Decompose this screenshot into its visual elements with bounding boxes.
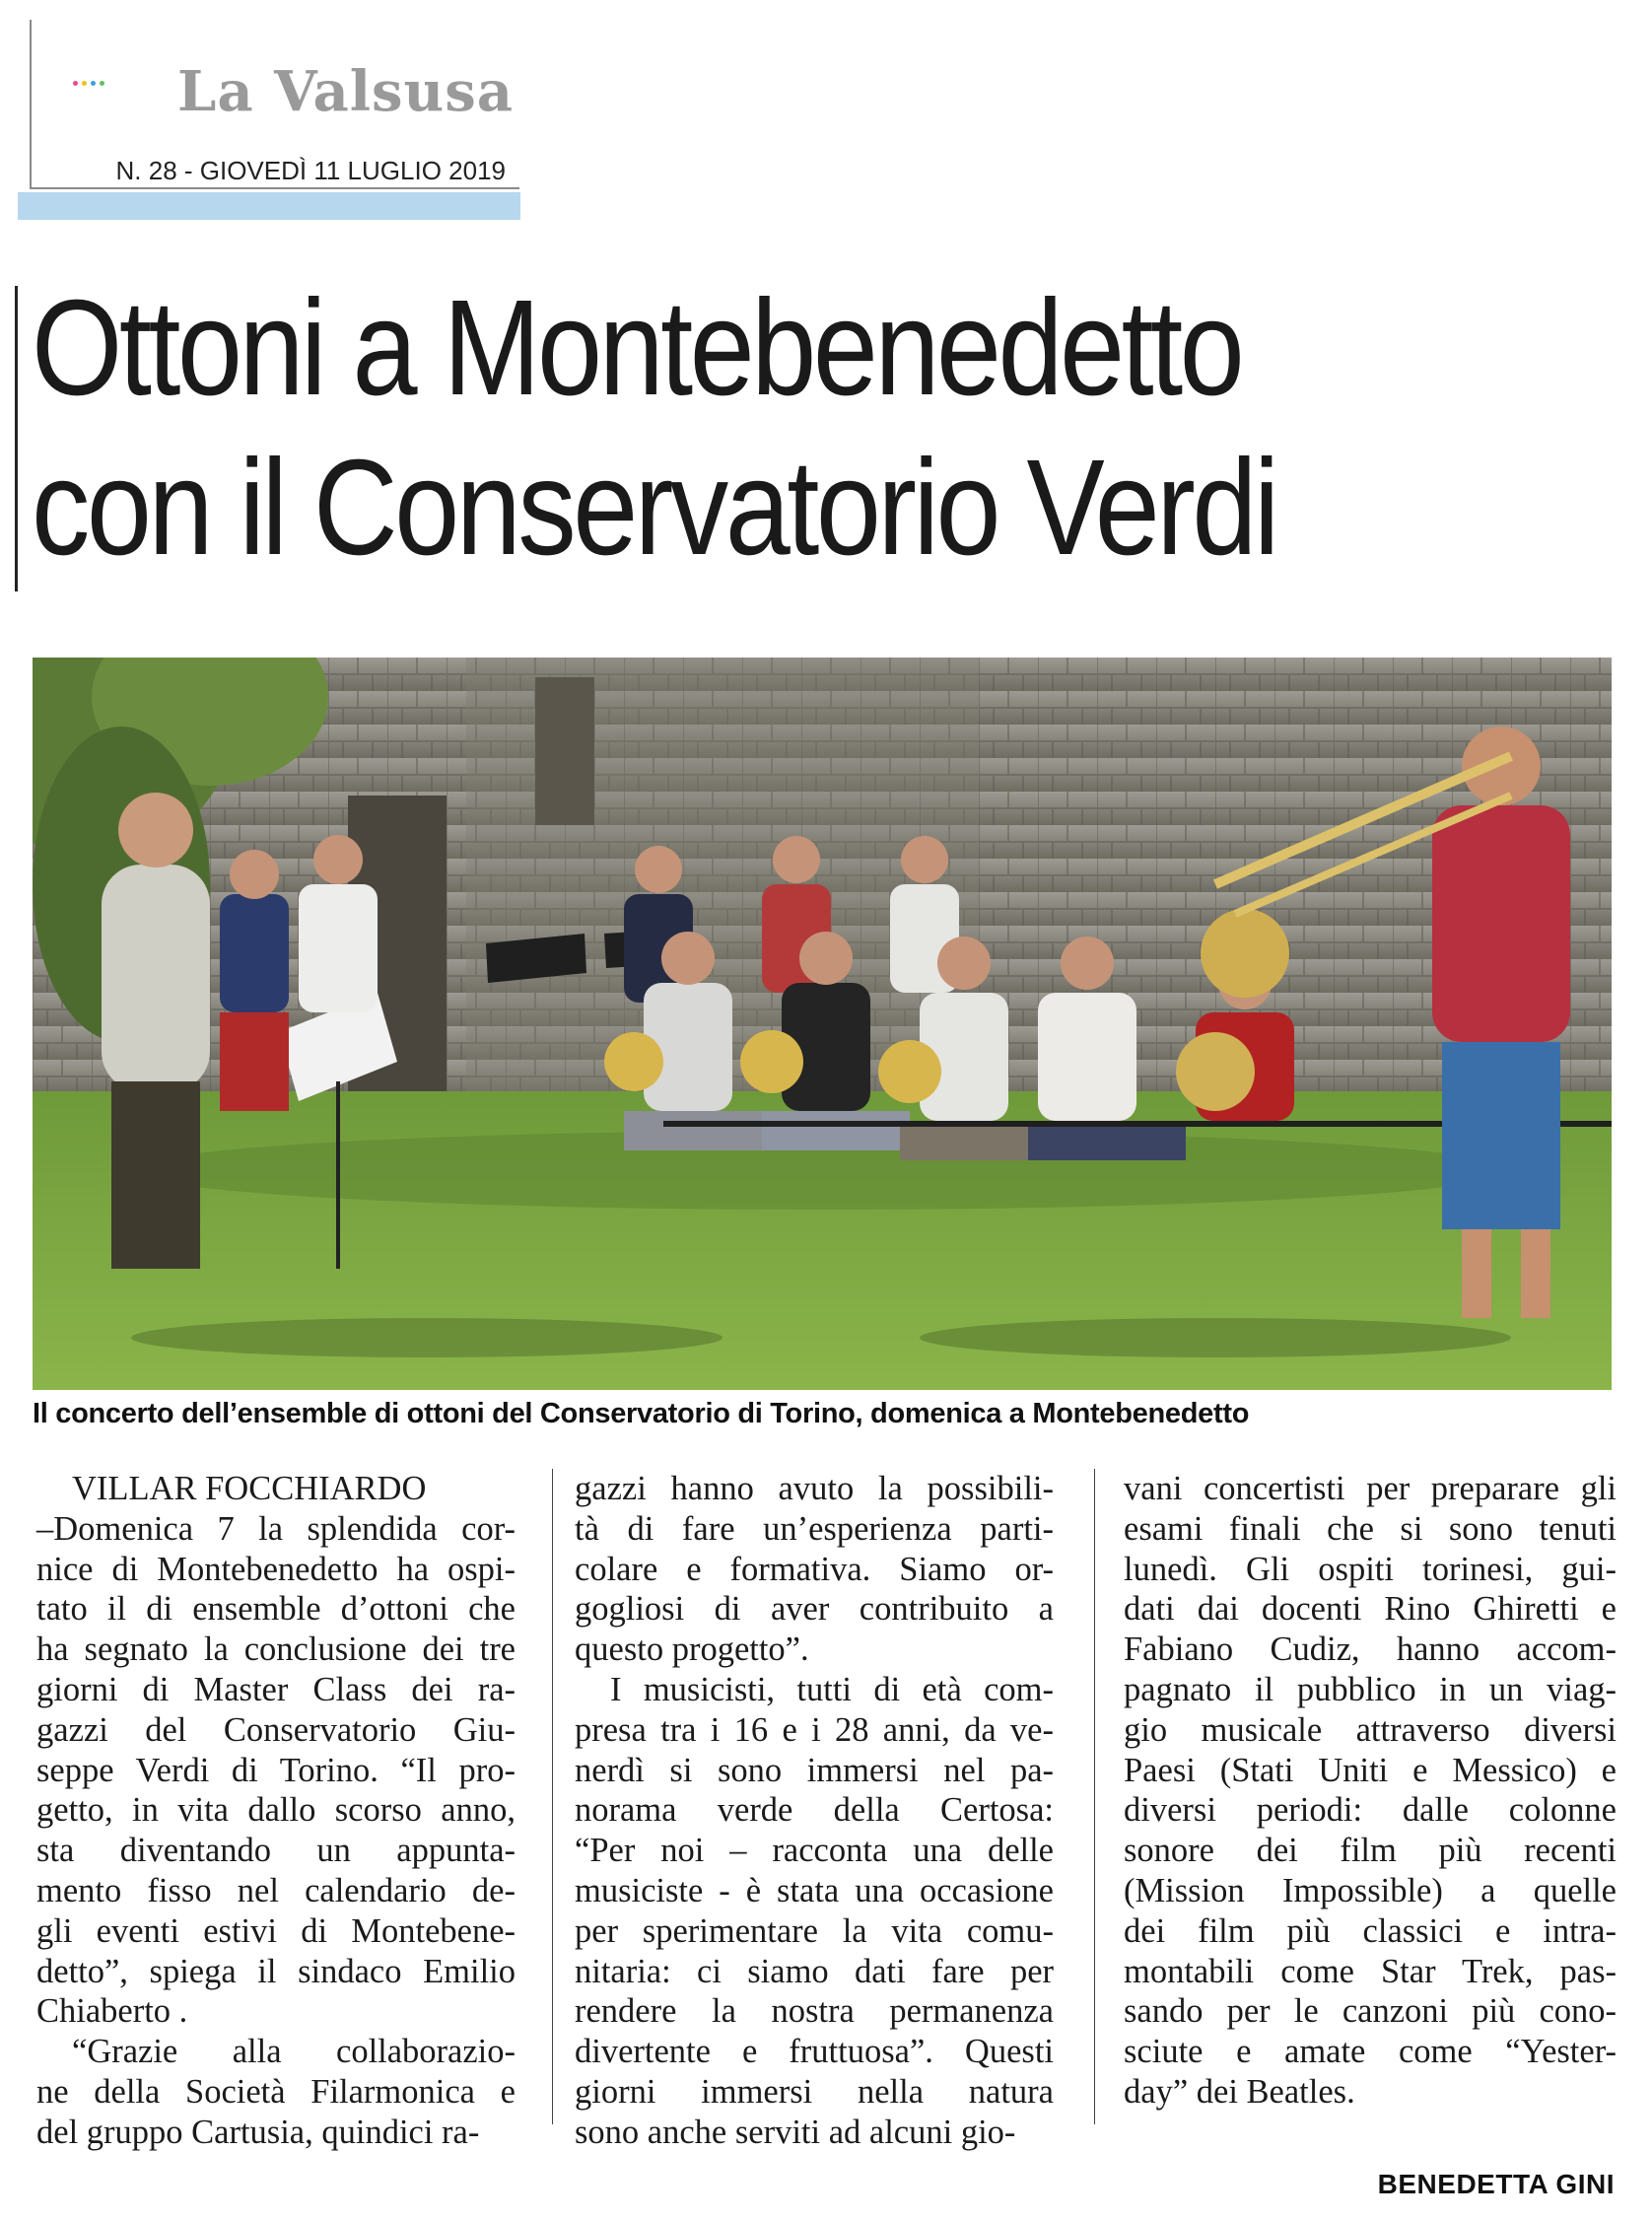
article-line: getto, in vita dallo scorso anno, [36, 1791, 516, 1830]
masthead-dots [73, 71, 108, 90]
headline [32, 268, 1413, 588]
article-line: sonore dei film più recenti [1124, 1832, 1617, 1870]
article-line: ne della Società Filarmonica e [36, 2072, 516, 2111]
article-line: presa tra i 16 e i 28 anni, da ve- [575, 1710, 1054, 1749]
article-line: esami finali che si sono tenuti [1124, 1509, 1617, 1548]
article-line: Chiaberto . [36, 1992, 188, 2031]
dot-2 [82, 81, 87, 86]
headline-line-2: con il Conservatorio Verdi [32, 432, 1276, 584]
masthead-color-bar [18, 192, 520, 220]
dot-3 [91, 81, 96, 86]
article-line: sta diventando un appunta- [36, 1832, 516, 1870]
article-line: tà di fare un’esperienza parti- [575, 1509, 1054, 1548]
article-line: detto”, spiega il sindaco Emilio [36, 1952, 516, 1990]
article-line: musiciste - è stata una occasione [575, 1871, 1054, 1909]
ensemble-photo-illustration [33, 658, 1612, 1390]
article-line: “Per noi – racconta una delle [575, 1832, 1054, 1870]
article-line: gazzi del Conservatorio Giu- [36, 1710, 516, 1749]
article-line: day” dei Beatles. [1124, 2072, 1355, 2111]
headline-line-1: Ottoni a Montebenedetto [32, 272, 1242, 424]
article-line: mento fisso nel calendario de- [36, 1871, 516, 1909]
issue-date: N. 28 - GIOVEDÌ 11 LUGLIO 2019 [115, 156, 506, 185]
article-line: tato il di ensemble d’ottoni che [36, 1590, 516, 1629]
article-line: Fabiano Cudiz, hanno accom- [1124, 1630, 1617, 1669]
article-line: diversi periodi: dalle colonne [1124, 1791, 1617, 1830]
article-line: lunedì. Gli ospiti torinesi, gui- [1124, 1550, 1617, 1588]
article-column-1 [36, 1469, 516, 2153]
article-photo [33, 658, 1612, 1390]
article-line: giorni immersi nella natura [575, 2072, 1054, 2111]
article-line: dei film più classici e intra- [1124, 1911, 1617, 1950]
newspaper-title: La Valsusa [177, 59, 515, 124]
article-line: (Mission Impossible) a quelle [1124, 1871, 1617, 1909]
byline: BENEDETTA GINI [1377, 2169, 1615, 2199]
article-line: rendere la nostra permanenza [575, 1992, 1054, 2031]
article-line: montabili come Star Trek, pas- [1124, 1952, 1617, 1990]
article-line: colare e formativa. Siamo or- [575, 1550, 1054, 1588]
article-line: VILLAR FOCCHIARDO [72, 1470, 427, 1507]
masthead [30, 20, 519, 189]
article-line: ha segnato la conclusione dei tre [36, 1630, 516, 1669]
article-line: questo progetto”. [575, 1630, 809, 1669]
article-line: divertente e fruttuosa”. Questi [575, 2033, 1054, 2071]
article-line: gio musicale attraverso diversi [1124, 1710, 1617, 1749]
dot-4 [100, 81, 104, 86]
article-line: sciute e amate come “Yester- [1124, 2033, 1617, 2071]
article-line: seppe Verdi di Torino. “Il pro- [36, 1751, 516, 1789]
article-line: nitaria: ci siamo dati fare per [575, 1952, 1054, 1990]
article-line: sando per le canzoni più cono- [1124, 1992, 1617, 2031]
article-line: gazzi hanno avuto la possibili- [575, 1470, 1054, 1507]
article-line: nerdì si sono immersi nel pa- [575, 1751, 1054, 1789]
photo-caption: Il concerto dell’ensemble di ottoni del Conservatorio di Torino, domenica a Montebenedetto [33, 1398, 1250, 1429]
article-line: per sperimentare la vita comu- [575, 1911, 1054, 1950]
column-divider-1 [552, 1469, 553, 2124]
article-line: del gruppo Cartusia, quindici ra- [36, 2113, 480, 2151]
dot-1 [73, 81, 78, 86]
article-line: dati dai docenti Rino Ghiretti e [1124, 1590, 1617, 1629]
article-column-2 [575, 1469, 1054, 2153]
headline-rule [15, 286, 18, 591]
article-line: sono anche serviti ad alcuni gio- [575, 2113, 1016, 2151]
article-column-3 [1124, 1469, 1617, 2113]
article-line: norama verde della Certosa: [575, 1791, 1054, 1830]
article-line: I musicisti, tutti di età com- [610, 1670, 1054, 1708]
article-line: gli eventi estivi di Montebene- [36, 1911, 516, 1950]
column-divider-2 [1094, 1469, 1095, 2124]
article-line: vani concertisti per preparare gli [1124, 1470, 1617, 1507]
article-line: “Grazie alla collaborazio- [72, 2033, 516, 2071]
article-line: Paesi (Stati Uniti e Messico) e [1124, 1751, 1617, 1789]
article-line: pagnato il pubblico in un viag- [1124, 1670, 1617, 1708]
article-line: nice di Montebenedetto ha ospi- [36, 1550, 516, 1588]
article-line: giorni di Master Class dei ra- [36, 1670, 516, 1708]
article-line: –Domenica 7 la splendida cor- [36, 1509, 516, 1548]
article-line: gogliosi di aver contribuito a [575, 1590, 1054, 1629]
